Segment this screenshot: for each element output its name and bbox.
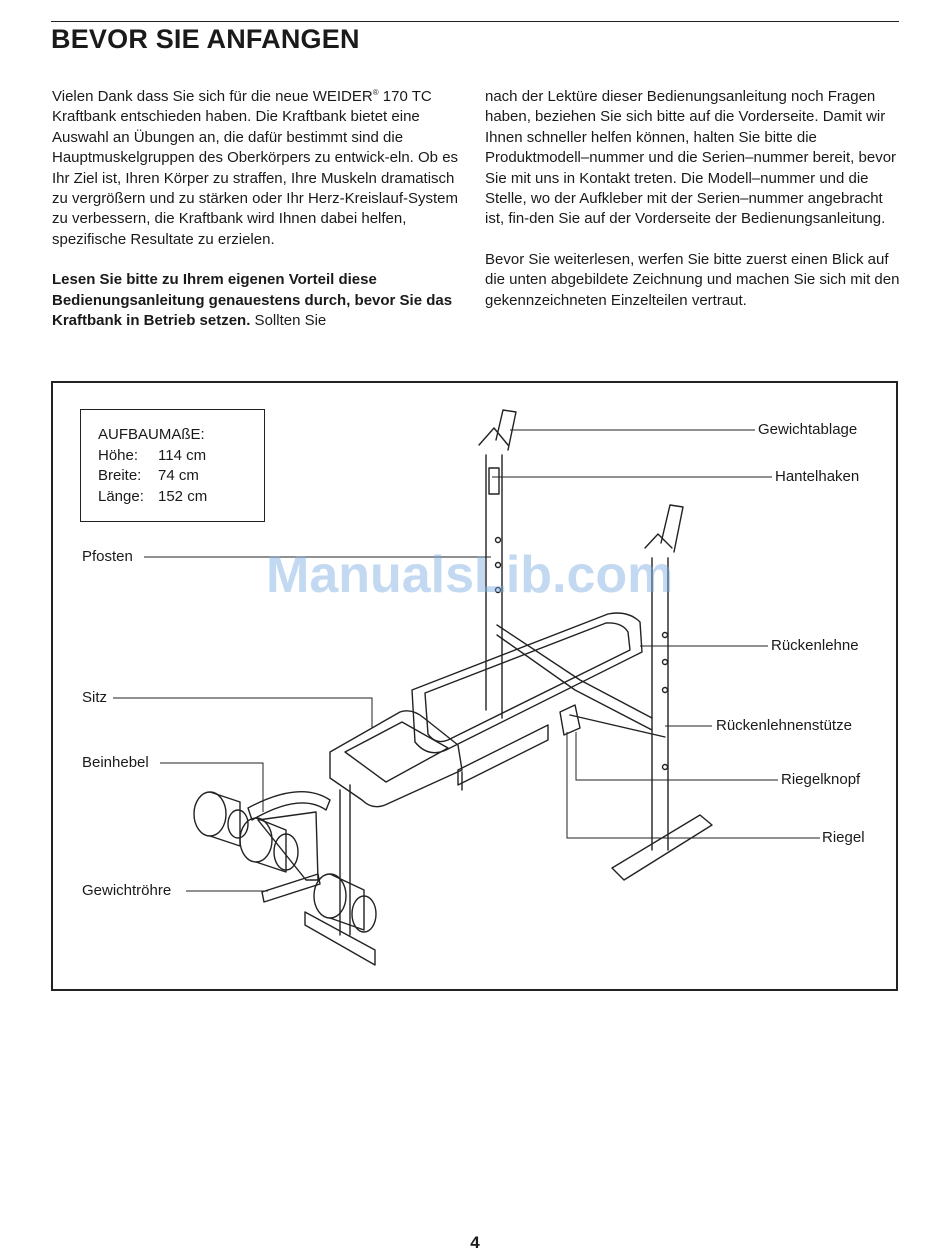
label-pfosten: Pfosten xyxy=(82,548,133,565)
label-beinhebel: Beinhebel xyxy=(82,754,149,771)
backrest-pad xyxy=(412,613,642,753)
dimension-value: 114 cm xyxy=(158,446,207,464)
label-rueckenlehne: Rückenlehne xyxy=(771,637,859,654)
label-gewichtroehre: Gewichtröhre xyxy=(82,882,172,899)
dimension-row xyxy=(98,446,264,467)
label-hantelhaken: Hantelhaken xyxy=(775,468,860,485)
watermark: ManualsLib.com xyxy=(266,546,674,604)
questions-paragraph: nach der Lektüre dieser Bedienungsanleitung noch Fragen haben, beziehen Sie sich bitte auf die Vorderseite. Damit wir Ihnen schneller helfen können, halten Sie bitte die Produktmodell–nummer und die Serien–nummer bereit, bevor Sie mit uns in Kontakt treten. Die Modell–nummer und die Stelle, wo der Aufkleber mit der Serien–nummer angebracht ist, fin-den Sie auf der Vorderseite der Bedienungsanleitung. xyxy=(485,88,897,228)
intro-text-b: 170 TC Kraftbank entschieden haben. Die Kraftbank bietet eine Auswahl an Übungen an, die dafür bestimmt sind die Hauptmuskelgruppen des Oberkörpers zu entwick-eln. Ob es Ihr Ziel ist, Ihren Körper zu straffen, Ihre Muskeln dramatisch zu vergrößern und zu stärken oder Ihr Herz-Kreislauf-System zu verbessern, die Kraftbank wird Ihnen dabei helfen, spezifische Resultate zu erzielen. xyxy=(52,88,459,248)
dimensions-box xyxy=(80,409,265,522)
page-number: 4 xyxy=(470,1233,480,1252)
right-base-foot xyxy=(612,815,712,880)
read-manual-bold: Lesen Sie bitte zu Ihrem eigenen Vorteil diese Bedienungsanleitung genauestens durch, bevor Sie das Kraftbank in Betrieb setzen. xyxy=(52,271,453,330)
dimension-key: Breite: xyxy=(98,467,142,484)
weight-tube xyxy=(262,874,320,902)
read-manual-rest: Sollten Sie xyxy=(250,312,327,330)
dimension-value: 74 cm xyxy=(158,467,199,484)
label-riegel: Riegel xyxy=(822,829,865,846)
dimension-value: 152 cm xyxy=(158,487,208,505)
dimension-row xyxy=(98,466,264,487)
label-sitz: Sitz xyxy=(82,689,108,706)
backrest-support xyxy=(560,705,580,735)
label-rueckenlehnenstuetze: Rückenlehnenstütze xyxy=(716,717,852,734)
dimension-key: Höhe: xyxy=(98,446,139,464)
dimension-key: Länge: xyxy=(98,487,144,505)
label-gewichtablage: Gewichtablage xyxy=(758,421,858,438)
intro-text-a: Vielen Dank dass Sie sich für die neue WEIDER xyxy=(52,88,373,105)
label-riegelknopf: Riegelknopf xyxy=(781,771,861,788)
leg-rollers xyxy=(194,792,376,932)
leg-lever xyxy=(248,785,375,965)
drawing-paragraph: Bevor Sie weiterlesen, werfen Sie bitte zuerst einen Blick auf die unten abgebildete Zeichnung und machen Sie sich mit den gekennzeichneten Einzelteilen vertraut. xyxy=(485,250,900,309)
dimension-row xyxy=(98,487,264,508)
page-title: BEVOR SIE ANFANGEN xyxy=(51,24,360,54)
dimensions-heading: AUFBAUMAßE: xyxy=(98,426,205,443)
registered-mark: ® xyxy=(372,88,379,97)
